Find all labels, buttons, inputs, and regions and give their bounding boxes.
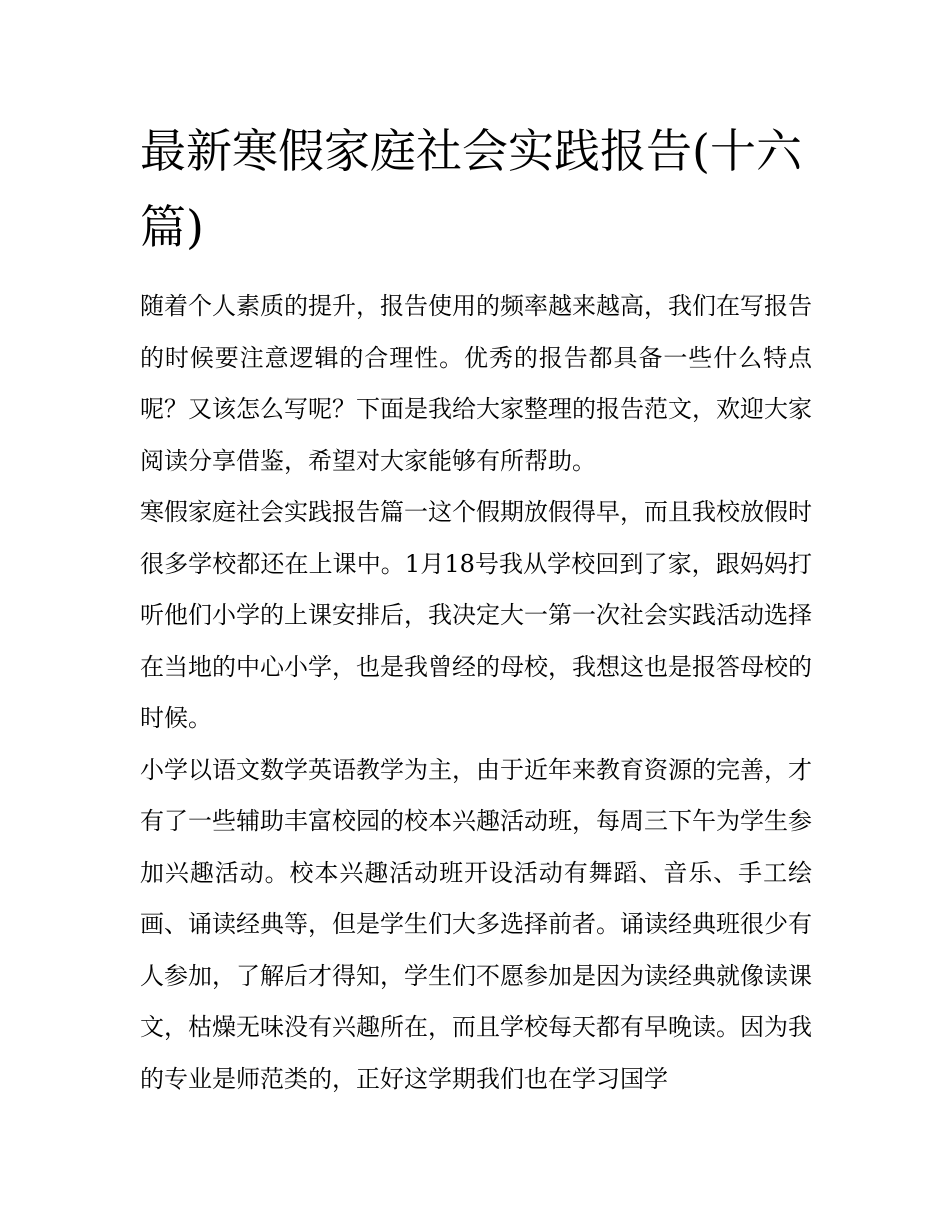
document-body [140,113,812,1105]
paragraph-activities: 小学以语文数学英语教学为主，由于近年来教育资源的完善，才有了一些辅助丰富校园的校本兴趣活动班，每周三下午为学生参加兴趣活动。校本兴趣活动班开设活动有舞蹈、音乐、手工绘画、诵读经典等，但是学生们大多选择前者。诵读经典班很少有人参加，了解后才得知，学生们不愿参加是因为读经典就像读课文，枯燥无味没有兴趣所在，而且学校每天都有早晚读。因为我的专业是师范类的，正好这学期我们也在学习国学 [140,755,812,1093]
paragraph-intro: 随着个人素质的提升，报告使用的频率越来越高，我们在写报告的时候要注意逻辑的合理性。优秀的报告都具备一些什么特点呢？又该怎么写呢？下面是我给大家整理的报告范文，欢迎大家阅读分享借鉴，希望对大家能够有所帮助。 [140,292,812,475]
document-title: 最新寒假家庭社会实践报告(十六篇) [140,124,802,254]
paragraph-report-one: 寒假家庭社会实践报告篇一这个假期放假得早，而且我校放假时很多学校都还在上课中。1月18号我从学校回到了家，跟妈妈打听他们小学的上课安排后，我决定大一第一次社会实践活动选择在当地的中心小学，也是我曾经的母校，我想这也是报答母校的时候。 [140,498,812,732]
